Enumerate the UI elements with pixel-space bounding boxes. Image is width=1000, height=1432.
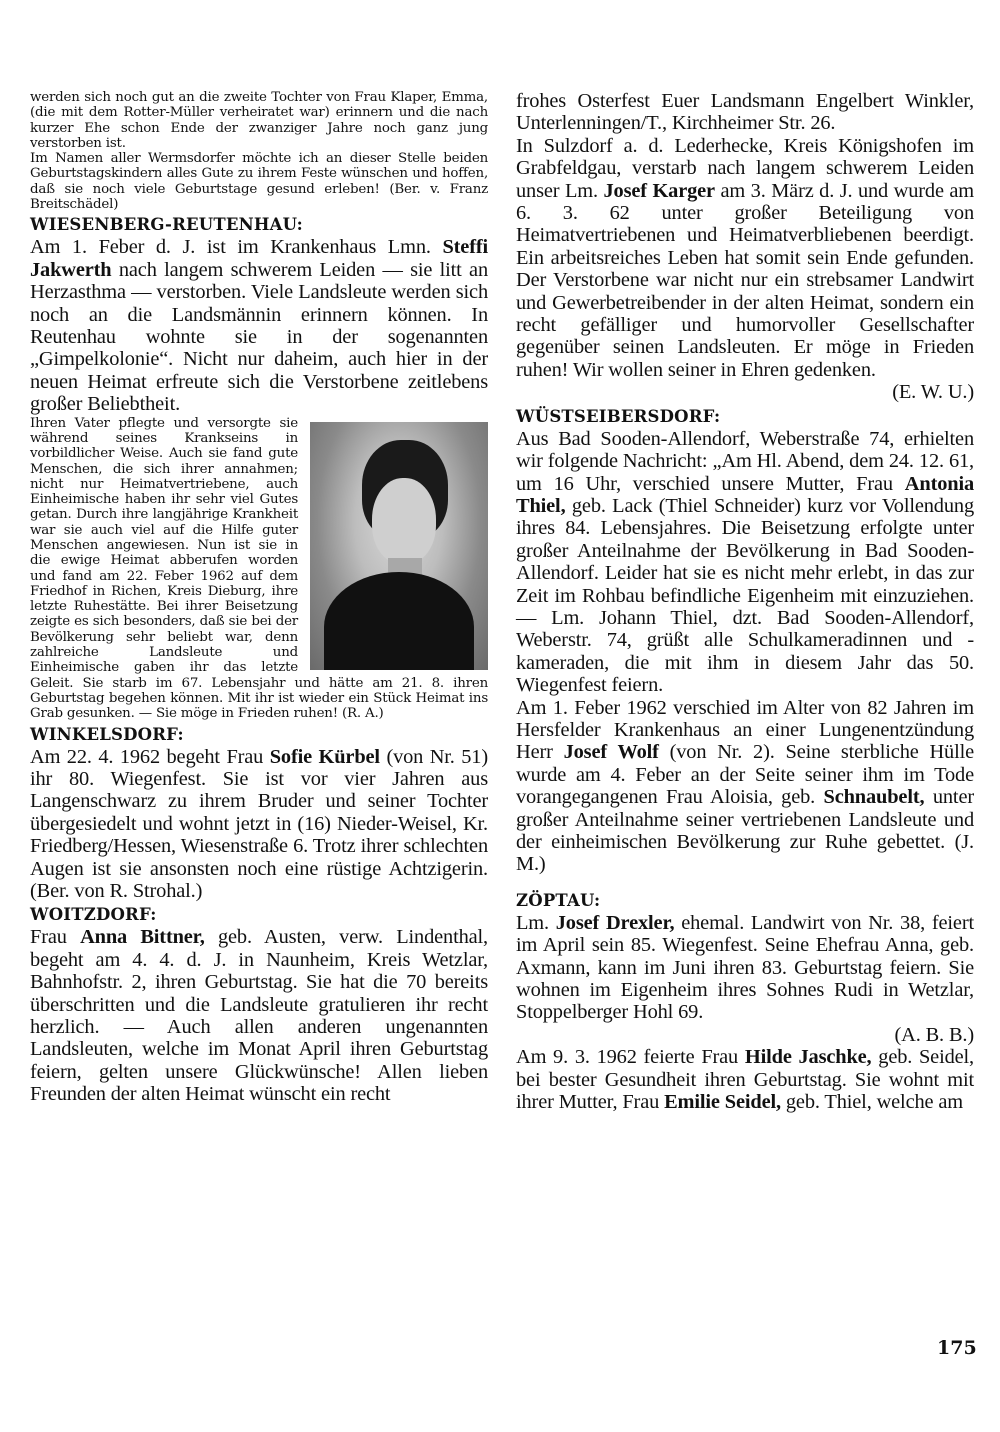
text: Am 1. Feber d. J. ist im Krankenhaus Lmn. <box>30 236 431 259</box>
signature: (A. B. B.) <box>894 1023 974 1046</box>
text: ehemal. Landwirt von Nr. 38, feiert im April sein 85. Wiegenfest. Seine Ehefrau Anna, geb. Axmann, kann im Juni ihren 83. Geburtstag feiern. Sie wohnen im Eigenheim ihres Sohnes Rudi in Wetzlar, Stoppelberger Hohl 69. <box>516 911 974 1024</box>
text: geb. Thiel, welche am <box>785 1091 963 1114</box>
text: Am 22. 4. 1962 begeht Frau <box>30 745 264 768</box>
paragraph-winkelsdorf <box>30 746 488 903</box>
text: Ihren Vater pflegte und versorgte sie während seines Krankseins in vorbildlicher Weise. Auch sie fand gute Menschen, die sich ihrer annahmen; nicht nur Heimatvertriebene, auch Einheimische haben ihr sehr viel Gutes getan. Durch ihre langjährige Krankheit war sie auch viel auf die Hilfe guter Menschen angewiesen. Nun ist sie in die ewige Heimat abberufen worden und fand am 22. Feber 1962 auf dem Friedhof in Richen, Kreis Dieburg, ihre letzte Ruhestätte. Bei ihrer Beisetzung zeigte es sich besonders, daß sie bei der Bevölkerung sehr beliebt war, denn zahlreiche Landsleute und Einheimische gaben ihr das letzte Geleit. Sie starb im 67. Lebensjahr und hätte am 21. 8. ihren Geburtstag begehen können. Mit ihr ist wieder ein Stück Heimat ins Grab gesunken. — Sie möge in Frieden ruhen! (R. A.) <box>30 415 488 722</box>
photo-face <box>372 478 436 564</box>
paragraph-wiesenberg-obituary <box>30 416 488 722</box>
text: unter großer Anteilnahme seiner vertriebenen Landsleute und der einheimischen Bevölkerung zur Ruhe gebettet. (J. M.) <box>516 786 974 876</box>
text: (von Nr. 51) ihr 80. Wiegenfest. Sie ist vor vier Jahren aus Langenschwarz zu ihrem Bruder und seiner Tochter übergesiedelt und wohnt jetzt in (16) Nieder-Weisel, Kr. Friedberg/Hessen, Wiesenstraße 6. Trotz ihrer schlechten Augen ist sie ansonsten noch eine rüstige Achtzigerin. (Ber. von R. Strohal.) <box>30 745 488 902</box>
paragraph-wiesenberg <box>30 236 488 415</box>
left-column <box>30 90 488 1106</box>
paragraph-wuestseibersdorf-wolf <box>516 697 974 876</box>
photo-coat <box>324 572 474 670</box>
text: nach langem schwerem Leiden — sie litt an Herzasthma — verstorben. Viele Landsleute werden sich noch an die Landsmännin erinnern können. In Reutenhau wohnte sie in der sogenannten „Gimpelkolonie“. Nicht nur daheim, auch hier in der neuen Heimat erfreute sich die Verstorbene zeitlebens großer Beliebtheit. <box>30 258 488 416</box>
person-name: Sofie Kürbel <box>269 745 380 768</box>
section-heading-wiesenberg-reutenhau: WIESENBERG-REUTENHAU: <box>30 215 303 235</box>
section-heading-woitzdorf: WOITZDORF: <box>30 905 157 925</box>
paragraph-woitzdorf <box>30 926 488 1105</box>
text: geb. Austen, verw. Lindenthal, begeht am 4. 4. d. J. in Naunheim, Kreis Wetzlar, Bahnhofstr. 2, ihren Geburtstag. Sie hat die 70 bereits überschritten und die Landsleute gratulieren ihr recht herzlich. — Auch allen anderen ungenannten Landsleuten, welche im Monat April ihren Geburtstag feiern, gelten unsere Glückwünsche! Allen lieben Freunden der alten Heimat wünscht ein recht <box>30 926 488 1106</box>
section-heading-winkelsdorf: WINKELSDORF: <box>30 724 184 744</box>
text: Aus Bad Sooden-Allendorf, Weberstraße 74, erhielten wir folgende Nachricht: „Am Hl. Abend, dem 24. 12. 61, um 16 Uhr, verschied unsere Mutter, Frau <box>516 427 974 495</box>
portrait-photo <box>310 422 488 670</box>
paragraph-osterfest: frohes Osterfest Euer Landsmann Engelbert Winkler, Unterlenningen/T., Kirchheimer Str. 26. <box>516 90 974 135</box>
person-name: Steffi Jakwerth <box>30 236 488 281</box>
text: (von Nr. 2). Seine sterbliche Hülle wurde am 4. Feber an der Seite seiner ihm im Tode vorangegangenen Frau Aloisia, geb. <box>516 741 975 809</box>
text: geb. Lack (Thiel Schneider) kurz vor Vollendung ihres 84. Lebensjahres. Die Beisetzung erfolgte unter großer Anteilnahme der Bevölkerung in Bad Sooden-Allendorf. Leider hat sie es nicht mehr erlebt, in das zur Zeit im Rohbau befindliche Eigenheim mit einzuziehen. — Lm. Johann Thiel, dzt. Bad Sooden-Allendorf, Weberstr. 74, grüßt alle Schulkameradinnen und -kameraden, die mit ihm in diesem Jahr das 50. Wiegenfest feiern. <box>516 494 974 697</box>
person-name: Josef Wolf <box>563 741 659 764</box>
paragraph-sulzdorf <box>516 135 974 381</box>
spacer <box>516 876 974 888</box>
signature: (E. W. U.) <box>892 381 974 404</box>
text: Frau <box>30 926 67 949</box>
person-name: Josef Drexler, <box>555 911 675 934</box>
paragraph-zoeptau-jaschke <box>516 1046 974 1113</box>
page-number: 175 <box>937 1337 977 1359</box>
person-name: Schnaubelt, <box>823 786 925 809</box>
paragraph-zoeptau-drexler <box>516 912 974 1024</box>
paragraph-wuestseibersdorf-thiel <box>516 428 974 697</box>
section-heading-zoeptau: ZÖPTAU: <box>516 890 601 910</box>
section-heading-wuestseibersdorf: WÜSTSEIBERSDORF: <box>516 406 721 426</box>
text: geb. Seidel, bei bester Gesundheit ihren Geburtstag. Sie wohnt mit ihrer Mutter, Frau <box>516 1046 975 1114</box>
text: Am 9. 3. 1962 feierte Frau <box>516 1046 739 1069</box>
person-name: Antonia Thiel, <box>516 472 974 517</box>
text: Am 1. Feber 1962 verschied im Alter von 82 Jahren im Hersfelder Krankenhaus an einer Lungenentzündung Herr <box>516 696 974 764</box>
text: In Sulzdorf a. d. Lederhecke, Kreis Königshofen im Grabfeldgau, verstarb nach langem schwerem Leiden unser Lm. <box>516 134 974 202</box>
right-column <box>516 90 974 1113</box>
person-name: Hilde Jaschke, <box>744 1046 872 1069</box>
person-name: Anna Bittner, <box>80 926 205 949</box>
text: am 3. März d. J. und wurde am 6. 3. 62 unter großer Beteiligung von Heimatvertriebenen und Heimatverbliebenen beerdigt. Ein arbeitsreiches Leben hat somit sein Ende gefunden. Der Verstorbene war nicht nur ein strebsamer Landwirt und Gewerbetreibender in der alten Heimat, sondern ein recht gefälliger und humorvoller Gesellschafter gegenüber seinen Landsleuten. Er möge in Frieden ruhen! Wir wollen seiner in Ehren gedenken. <box>516 179 975 381</box>
person-name: Josef Karger <box>603 179 715 202</box>
paragraph-wermsdorf-end: werden sich noch gut an die zweite Tochter von Frau Klaper, Emma, (die mit dem Rotter-Müller verheiratet war) erinnern und die nach kurzer Ehe schon Ende der zwanziger Jahre noch ganz jung verstorben ist. <box>30 90 488 151</box>
person-name: Emilie Seidel, <box>664 1091 781 1114</box>
paragraph-wermsdorf-greeting: Im Namen aller Wermsdorfer möchte ich an dieser Stelle beiden Geburtstagskindern alles Gute zu ihrem Feste wünschen und hoffen, daß sie noch viele Geburtstage gesund erleben! (Ber. v. Franz Breitschädel) <box>30 151 488 213</box>
text: Lm. <box>516 911 549 934</box>
